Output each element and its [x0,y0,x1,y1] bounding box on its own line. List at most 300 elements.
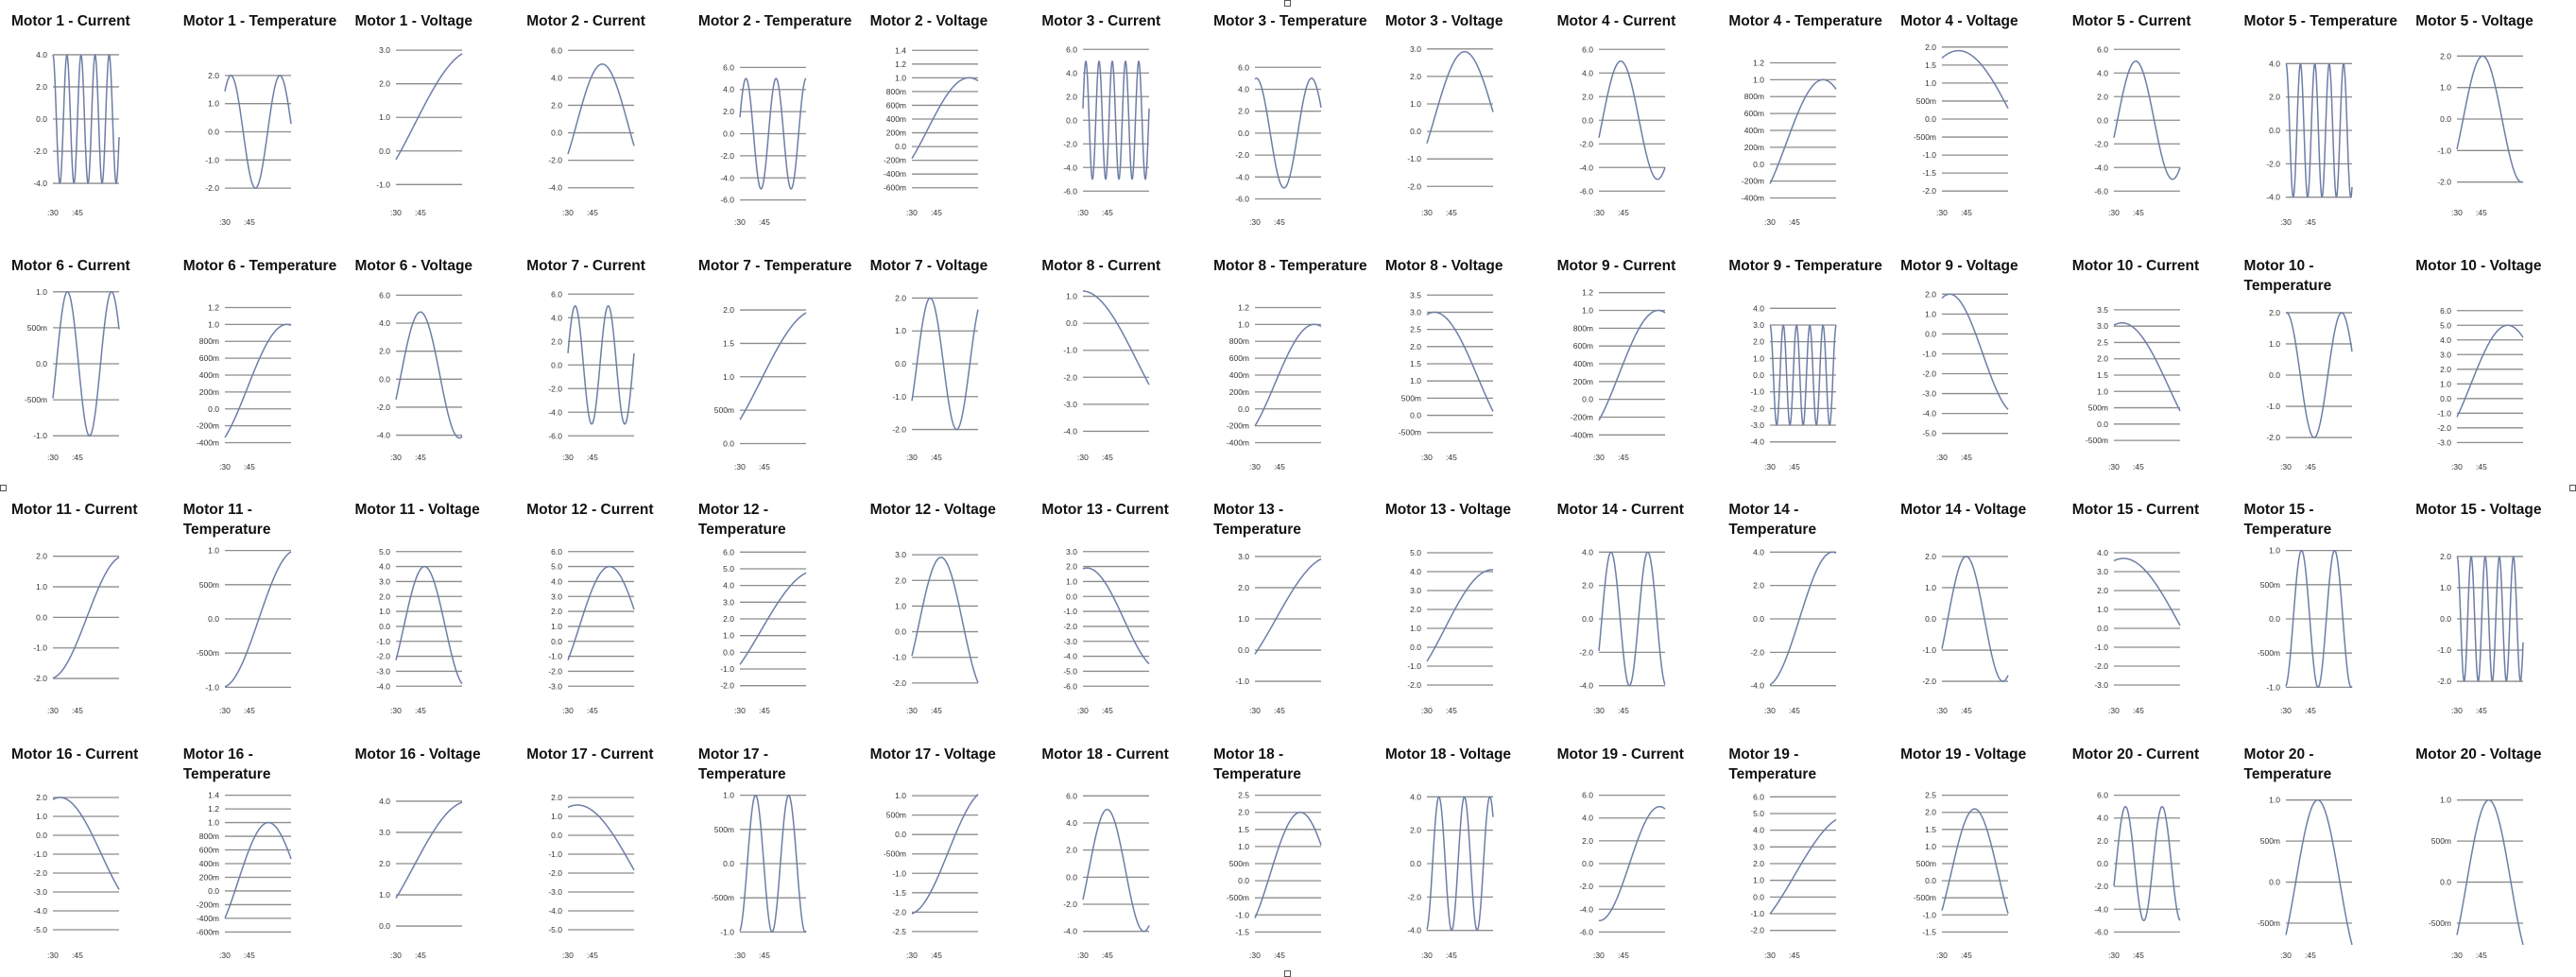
chart-plot [1374,245,1546,489]
chart-title: Motor 7 - Current [526,257,645,274]
chart-title: Motor 2 - Current [526,13,645,29]
y-tick-label: 2.0 [1410,605,1421,614]
x-tick-label: :30 [2279,950,2292,960]
x-tick-label: :30 [218,706,231,715]
chart-panel [1374,0,1546,245]
y-tick-label: 1.0 [2268,795,2280,805]
chart-plot [0,733,172,977]
y-tick-label: -200m [196,420,219,431]
chart-panel [2061,0,2233,245]
x-tick-label: :30 [1249,706,1261,715]
y-tick-label: 400m [1228,369,1250,380]
y-tick-label: -4.0 [33,179,47,189]
y-tick-label: 1.0 [1925,308,1937,318]
chart-panel [2061,245,2233,489]
y-tick-label: -2.0 [720,150,734,161]
chart-plot [343,0,515,245]
x-tick-label: :45 [1789,950,1801,960]
y-tick-label: -1.0 [205,155,219,165]
y-tick-label: 4.0 [2096,813,2108,823]
y-tick-label: 3.0 [723,597,734,608]
x-tick-label: :45 [1274,950,1285,960]
chart-plot [1546,733,1718,977]
y-tick-label: 2.0 [1925,288,1937,299]
y-tick-label: 0.0 [1066,871,1078,882]
y-tick-label: 200m [198,871,219,882]
y-tick-label: 6.0 [1066,790,1078,800]
y-tick-label: -1.0 [205,682,219,693]
y-tick-label: 4.0 [723,84,734,94]
y-tick-label: 1.0 [1238,614,1250,624]
y-tick-label: -2.0 [548,383,563,393]
chart-panel [1717,245,1889,489]
chart-title: Motor 4 - Temperature [1728,13,1882,29]
y-tick-label: -200m [1742,176,1765,186]
x-tick-label: :45 [2476,706,2488,715]
y-tick-label: -1.0 [2437,645,2452,656]
y-tick-label: 2.0 [1925,807,1937,817]
y-tick-label: 4.0 [1066,68,1078,78]
y-tick-label: 3.0 [2096,567,2108,576]
y-tick-label: 0.0 [1066,115,1078,126]
y-tick-label: -2.0 [2437,677,2452,687]
y-tick-label: 4.0 [1581,68,1593,78]
x-tick-label: :45 [1617,706,1629,715]
chart-title: Motor 2 - Temperature [697,13,852,29]
x-tick-label: :45 [243,217,255,227]
y-tick-label: 2.0 [1410,825,1421,835]
chart-plot [172,0,344,245]
y-tick-label: 0.0 [723,129,734,139]
y-tick-label: 0.0 [1925,328,1937,338]
chart-title: Motor 15 - Voltage [2415,502,2542,518]
x-tick-label: :45 [2132,461,2144,471]
chart-plot [0,0,172,245]
chart-panel [515,245,687,489]
y-tick-label: -5.0 [1922,428,1937,438]
y-tick-label: -1.0 [1750,386,1765,397]
y-tick-label: -500m [2085,435,2108,445]
series-line [740,313,806,420]
y-tick-label: 500m [1400,392,1421,403]
y-tick-label: 0.0 [1925,875,1937,885]
y-tick-label: 1.0 [1925,77,1937,88]
y-tick-label: -3.0 [2094,680,2108,690]
y-tick-label: 2.0 [379,78,391,89]
chart-title: Motor 18 - Temperature [1213,746,1301,782]
chart-title: Motor 16 - Voltage [354,746,481,763]
y-tick-label: 4.0 [1410,791,1421,801]
y-tick-label: 3.0 [1066,546,1078,557]
y-tick-label: 6.0 [2440,305,2452,316]
resize-handle-left[interactable] [0,485,7,491]
chart-panel [687,488,859,733]
chart-title: Motor 5 - Current [2071,13,2191,29]
x-tick-label: :45 [72,706,83,715]
x-tick-label: :30 [1764,950,1777,960]
x-tick-label: :30 [1420,950,1433,960]
y-tick-label: 3.0 [379,45,391,56]
chart-title: Motor 5 - Temperature [2243,13,2398,29]
y-tick-label: -4.0 [720,173,734,183]
y-tick-label: -2.5 [892,926,906,936]
chart-plot [859,488,1031,733]
chart-panel [687,0,859,245]
chart-panel [1889,245,2061,489]
y-tick-label: 0.0 [894,626,906,637]
y-tick-label: -4.0 [376,681,391,692]
x-tick-label: :30 [1936,706,1948,715]
y-tick-label: 1.0 [1410,99,1421,109]
series-line [1083,290,1149,384]
y-tick-label: 0.0 [894,142,906,152]
x-tick-label: :45 [1789,217,1801,227]
x-tick-label: :45 [1102,706,1114,715]
chart-plot [2404,0,2576,245]
y-tick-label: 600m [1228,352,1250,363]
y-tick-label: 1.0 [1238,318,1250,329]
chart-panel [1030,0,1202,245]
y-tick-label: 1.0 [1066,576,1078,587]
chart-title: Motor 18 - Current [1041,746,1169,763]
chart-title: Motor 14 - Temperature [1728,502,1817,538]
chart-title: Motor 1 - Current [11,13,130,29]
y-tick-label: 2.5 [1925,790,1937,800]
chart-panel [2233,488,2405,733]
y-tick-label: 0.0 [1238,403,1250,414]
chart-plot [2233,245,2405,489]
x-tick-label: :45 [72,208,83,217]
y-tick-label: 5.0 [551,561,563,572]
x-tick-label: :30 [562,208,575,217]
y-tick-label: -500m [1913,892,1937,902]
series-line [2457,325,2523,417]
x-tick-label: :30 [1592,706,1605,715]
chart-panel [2061,733,2233,977]
y-tick-label: 5.0 [1410,548,1421,557]
y-tick-label: -2.0 [2094,139,2108,149]
y-tick-label: 1.0 [1238,841,1250,851]
y-tick-label: 0.0 [1753,891,1765,901]
x-tick-label: :45 [2304,461,2316,471]
x-tick-label: :30 [1249,461,1261,471]
y-tick-label: 200m [1744,142,1765,152]
chart-title: Motor 6 - Current [11,257,130,274]
y-tick-label: 1.0 [894,325,906,335]
y-tick-label: 1.5 [1925,60,1937,70]
chart-panel [859,488,1031,733]
y-tick-label: 0.0 [379,373,391,384]
y-tick-label: 6.0 [723,62,734,73]
y-tick-label: 0.0 [2268,877,2280,887]
y-tick-label: 1.0 [1753,875,1765,885]
chart-title: Motor 2 - Voltage [869,13,988,29]
chart-title: Motor 13 - Temperature [1213,502,1301,538]
y-tick-label: -1.0 [2265,401,2280,411]
chart-title: Motor 17 - Current [526,746,654,763]
y-tick-label: -2.0 [2265,159,2280,169]
y-tick-label: 0.0 [2268,369,2280,380]
y-tick-label: -1.0 [33,643,47,653]
chart-plot [2233,733,2405,977]
x-tick-label: :45 [1274,706,1285,715]
y-tick-label: 1.0 [2096,386,2108,396]
series-line [2114,322,2180,410]
y-tick-label: 2.0 [2440,364,2452,374]
chart-title: Motor 15 - Temperature [2243,502,2332,538]
resize-handle-bottom[interactable] [1284,970,1291,977]
chart-plot [1546,0,1718,245]
chart-plot [1889,245,2061,489]
y-tick-label: 4.0 [379,796,391,806]
y-tick-label: -400m [1742,193,1765,203]
y-tick-label: -2.0 [548,666,563,677]
y-tick-label: 1.0 [207,817,219,828]
chart-panel [343,0,515,245]
y-tick-label: 6.0 [551,45,563,56]
x-tick-label: :30 [2279,461,2292,471]
y-tick-label: -500m [1913,132,1937,143]
y-tick-label: 600m [1572,340,1593,351]
chart-plot [515,733,687,977]
chart-panel [343,733,515,977]
chart-title: Motor 16 - Current [11,746,139,763]
y-tick-label: -6.0 [2094,186,2108,197]
x-tick-label: :30 [2107,461,2120,471]
y-tick-label: -4.0 [1578,163,1593,173]
y-tick-label: -4.0 [2094,163,2108,173]
chart-plot [1889,488,2061,733]
x-tick-label: :45 [1789,706,1801,715]
y-tick-label: 1.0 [207,545,219,556]
y-tick-label: 0.0 [2096,624,2108,633]
chart-title: Motor 19 - Voltage [1900,746,2027,763]
y-tick-label: 2.0 [894,292,906,302]
y-tick-label: -4.0 [1578,680,1593,691]
y-tick-label: 0.0 [207,614,219,624]
chart-panel [1030,488,1202,733]
y-tick-label: -2.0 [1750,647,1765,658]
x-tick-label: :45 [1789,461,1801,471]
y-tick-label: 600m [885,100,906,111]
chart-panel [0,733,172,977]
y-tick-label: 6.0 [1066,44,1078,55]
x-tick-label: :30 [2451,461,2464,471]
y-tick-label: 1.0 [36,286,47,297]
y-tick-label: 0.0 [36,830,47,840]
y-tick-label: 3.0 [2440,349,2452,359]
chart-title: Motor 19 - Current [1556,746,1684,763]
y-tick-label: 4.0 [2268,59,2280,69]
chart-panel [1889,0,2061,245]
y-tick-label: 4.0 [2096,68,2108,78]
y-tick-label: 1.0 [1066,291,1078,301]
series-line [396,802,462,898]
y-tick-label: 400m [198,858,219,868]
chart-plot [2233,0,2405,245]
y-tick-label: 1.0 [1753,75,1765,85]
x-tick-label: :30 [1936,452,1948,462]
y-tick-label: 1.0 [2440,82,2452,93]
y-tick-label: -3.0 [2437,437,2452,447]
y-tick-label: -2.0 [33,674,47,684]
y-tick-label: -6.0 [2094,926,2108,936]
y-tick-label: -200m [1570,411,1593,421]
chart-plot [1717,733,1889,977]
series-line [912,557,978,682]
chart-panel [1374,245,1546,489]
y-tick-label: 2.0 [2440,551,2452,561]
x-tick-label: :45 [415,208,427,217]
chart-plot [2404,245,2576,489]
y-tick-label: 0.0 [207,127,219,137]
y-tick-label: 2.0 [1410,71,1421,81]
y-tick-label: 1.0 [723,790,734,800]
x-tick-label: :45 [243,950,255,960]
chart-panel [1030,733,1202,977]
chart-title: Motor 20 - Current [2071,746,2200,763]
y-tick-label: -200m [196,899,219,909]
y-tick-label: -1.0 [2437,407,2452,418]
x-tick-label: :30 [218,461,231,471]
y-tick-label: 0.0 [894,358,906,369]
chart-plot [687,245,859,489]
chart-panel [1374,488,1546,733]
x-tick-label: :30 [1764,461,1777,471]
chart-title: Motor 4 - Current [1556,13,1676,29]
x-tick-label: :45 [758,950,770,960]
x-tick-label: :30 [1249,217,1261,227]
y-tick-label: 6.0 [1581,44,1593,55]
chart-panel [515,488,687,733]
y-tick-label: 0.0 [379,920,391,931]
y-tick-label: 0.0 [2096,858,2108,868]
y-tick-label: -500m [2257,648,2280,659]
chart-plot [2061,488,2233,733]
chart-plot [687,488,859,733]
y-tick-label: -6.0 [1235,194,1250,204]
chart-plot [172,488,344,733]
y-tick-label: -1.5 [1922,926,1937,936]
chart-plot [1374,488,1546,733]
chart-plot [1030,488,1202,733]
x-tick-label: :30 [1420,706,1433,715]
y-tick-label: -4.0 [548,182,563,193]
y-tick-label: -4.0 [1922,408,1937,419]
y-tick-label: -400m [1570,429,1593,439]
y-tick-label: 2.0 [723,304,734,315]
y-tick-label: 2.0 [1410,341,1421,351]
chart-panel [172,0,344,245]
y-tick-label: 500m [2431,835,2452,846]
y-tick-label: 1.0 [2268,545,2280,556]
chart-title: Motor 11 - Temperature [182,502,271,538]
chart-title: Motor 10 - Current [2071,257,2200,274]
y-tick-label: 500m [2259,835,2280,846]
y-tick-label: 4.0 [723,580,734,591]
x-tick-label: :45 [758,461,770,471]
y-tick-label: 4.0 [1753,547,1765,557]
y-tick-label: 2.0 [2268,307,2280,317]
y-tick-label: 0.0 [894,829,906,839]
y-tick-label: -2.0 [1578,881,1593,891]
y-tick-label: 500m [26,322,47,333]
chart-title: Motor 14 - Voltage [1900,502,2027,518]
chart-panel [2233,245,2405,489]
y-tick-label: 1.0 [207,318,219,329]
y-tick-label: 0.0 [1410,858,1421,868]
y-tick-label: 4.0 [379,561,391,572]
chart-plot [1546,488,1718,733]
y-tick-label: 1.2 [894,59,906,69]
y-tick-label: -500m [196,648,219,659]
x-tick-label: :30 [905,452,918,462]
chart-panel [687,245,859,489]
series-line [53,797,119,889]
x-tick-label: :30 [1077,452,1090,462]
y-tick-label: 0.0 [723,858,734,868]
resize-handle-right[interactable] [2569,485,2576,491]
y-tick-label: -1.0 [1922,150,1937,161]
x-tick-label: :45 [587,706,599,715]
series-line [568,567,634,660]
chart-title: Motor 20 - Voltage [2415,746,2542,763]
y-tick-label: 0.0 [551,830,563,840]
y-tick-label: 500m [198,579,219,590]
y-tick-label: -4.0 [2094,903,2108,914]
x-tick-label: :45 [2132,706,2144,715]
y-tick-label: 0.0 [2268,614,2280,624]
chart-panel [1717,488,1889,733]
y-tick-label: 2.0 [1238,807,1250,817]
y-tick-label: 4.0 [551,73,563,83]
y-tick-label: 400m [885,114,906,124]
resize-handle-top[interactable] [1284,0,1291,7]
x-tick-label: :45 [1961,208,1972,217]
y-tick-label: 5.0 [379,546,391,557]
y-tick-label: 2.0 [379,591,391,602]
y-tick-label: -1.0 [1063,607,1078,617]
y-tick-label: 800m [1572,322,1593,333]
y-tick-label: -4.0 [548,905,563,916]
y-tick-label: 6.0 [551,288,563,299]
y-tick-label: 2.0 [1753,858,1765,868]
y-tick-label: 2.0 [551,792,563,802]
y-tick-label: 1.0 [2096,605,2108,614]
y-tick-label: 3.0 [1238,551,1250,561]
y-tick-label: -2.0 [892,424,906,435]
x-tick-label: :30 [1936,950,1948,960]
y-tick-label: -2.0 [205,183,219,194]
y-tick-label: 3.0 [2096,320,2108,331]
chart-plot [1889,0,2061,245]
y-tick-label: 200m [198,386,219,397]
chart-title: Motor 9 - Voltage [1900,257,2018,274]
y-tick-label: 1.5 [1410,358,1421,369]
x-tick-label: :45 [1961,950,1972,960]
chart-panel [1717,733,1889,977]
chart-plot [0,488,172,733]
chart-panel [2404,0,2576,245]
y-tick-label: -2.0 [1407,891,1421,901]
y-tick-label: -400m [196,437,219,448]
chart-title: Motor 8 - Current [1041,257,1161,274]
y-tick-label: -500m [2429,917,2452,928]
chart-plot [2404,488,2576,733]
x-tick-label: :45 [2476,461,2488,471]
y-tick-label: 0.0 [1925,114,1937,124]
series-line [1942,294,2008,409]
